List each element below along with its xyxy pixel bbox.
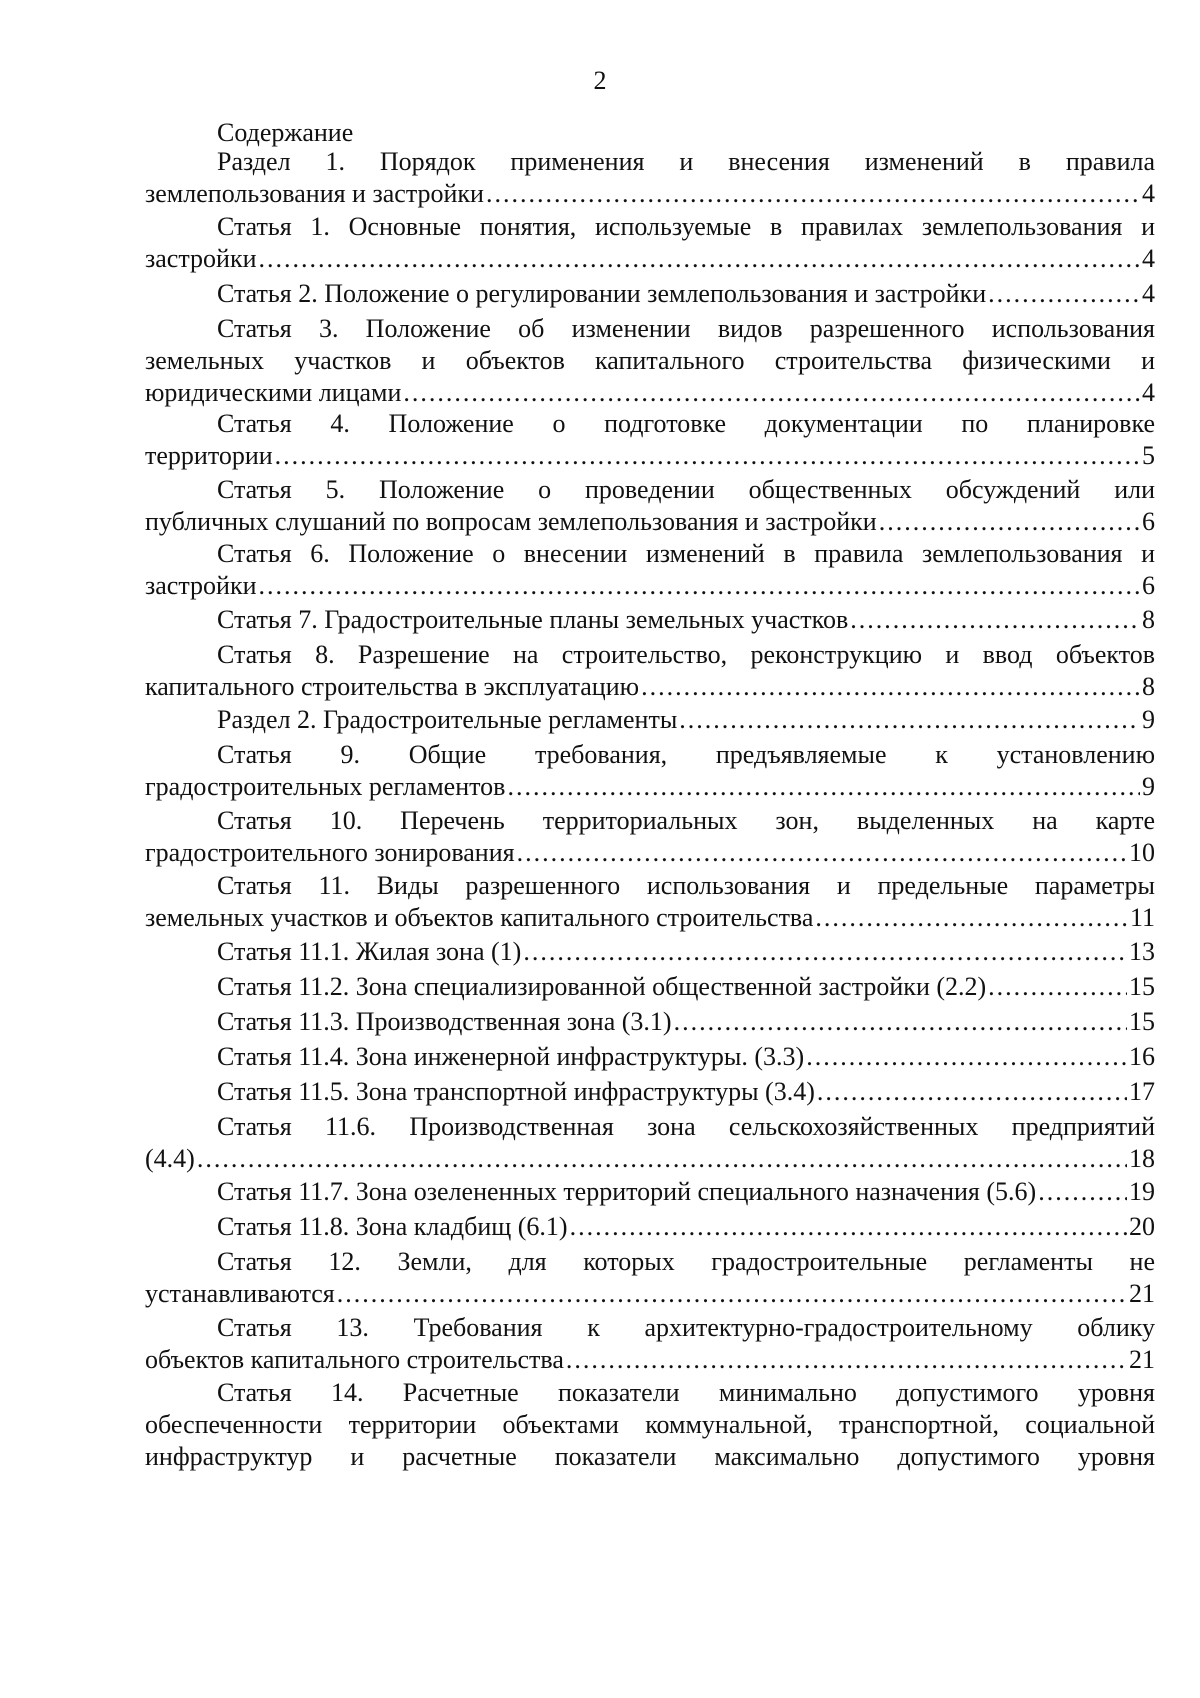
toc-entry-text: публичных слушаний по вопросам землепользования и застройки <box>145 507 877 536</box>
toc-entry[interactable] <box>145 604 1155 636</box>
toc-entry-text: Статья 11.4. Зона инженерной инфраструктуры. (3.3) <box>217 1042 805 1071</box>
toc-entry-line <box>145 604 1155 636</box>
toc-entry-line <box>145 837 1155 869</box>
toc-entry-text: Статья 11.3. Производственная зона (3.1) <box>217 1007 672 1036</box>
toc-entry-text: юридическими лицами <box>145 378 402 407</box>
toc-entry[interactable] <box>145 278 1155 310</box>
toc-entry-text: Статья 11.6. Производственная зона сельскохозяйственных предприятий <box>217 1112 1155 1141</box>
toc-entry-page-number: 21 <box>1129 1279 1155 1308</box>
dot-leader <box>403 377 1140 409</box>
toc-entry-text: (4.4) <box>145 1144 195 1173</box>
toc-entry[interactable] <box>145 870 1155 934</box>
toc-entry-line <box>145 671 1155 703</box>
toc-entry[interactable] <box>145 538 1155 602</box>
toc-entry-page-number: 9 <box>1142 772 1155 801</box>
toc-entry-text: Статья 9. Общие требования, предъявляемые к установлению <box>217 740 1155 769</box>
toc-entry[interactable] <box>145 639 1155 703</box>
toc-entry-text: Раздел 2. Градостроительные регламенты <box>217 705 678 734</box>
toc-entry-line <box>145 440 1155 472</box>
toc-entry-text: Статья 11.8. Зона кладбищ (6.1) <box>217 1212 568 1241</box>
toc-entry[interactable] <box>145 1176 1155 1208</box>
toc-entry-text: Раздел 1. Порядок применения и внесения изменений в правила <box>217 147 1155 176</box>
toc-entry-line <box>145 1211 1155 1243</box>
toc-entry-page-number: 21 <box>1129 1345 1155 1374</box>
toc-entry-text: Статья 11.2. Зона специализированной общественной застройки (2.2) <box>217 972 987 1001</box>
dot-leader <box>1038 1176 1127 1208</box>
toc-entry-text: объектов капитального строительства <box>145 1345 564 1374</box>
toc-entry-line <box>145 243 1155 275</box>
dot-leader <box>988 278 1140 310</box>
toc-entry-text: Статья 10. Перечень территориальных зон, выделенных на карте <box>217 806 1155 835</box>
toc-entry-page-number: 9 <box>1142 705 1155 734</box>
toc-entry-page-number: 8 <box>1142 672 1155 701</box>
toc-entry[interactable] <box>145 805 1155 869</box>
dot-leader <box>988 971 1127 1003</box>
dot-leader <box>679 704 1140 736</box>
toc-entry-page-number: 10 <box>1129 838 1155 867</box>
dot-leader <box>641 671 1140 703</box>
toc-entry-page-number: 17 <box>1129 1077 1155 1106</box>
toc-entry-text: Статья 13. Требования к архитектурно-градостроительному облику <box>217 1313 1155 1342</box>
toc-entry[interactable] <box>145 1076 1155 1108</box>
toc-entry[interactable] <box>145 1246 1155 1310</box>
toc-entry-line <box>145 1006 1155 1038</box>
toc-entry[interactable] <box>145 313 1155 409</box>
toc-entry-text: Статья 2. Положение о регулировании землепользования и застройки <box>217 279 987 308</box>
toc-entry[interactable] <box>145 971 1155 1003</box>
toc-entry-line <box>145 278 1155 310</box>
toc-entry-line <box>145 1041 1155 1073</box>
toc-entry-text: Статья 11. Виды разрешенного использования и предельные параметры <box>217 871 1155 900</box>
dot-leader <box>850 604 1140 636</box>
toc-entry-text: территории <box>145 441 273 470</box>
toc-entry-page-number: 4 <box>1142 378 1155 407</box>
page-number: 2 <box>593 66 607 95</box>
toc-entry-line <box>145 936 1155 968</box>
toc-entry-line <box>145 570 1155 602</box>
toc-entry-line <box>145 1143 1155 1175</box>
toc-entry-text: Статья 4. Положение о подготовке документации по планировке <box>217 409 1155 438</box>
toc-entry-page-number: 4 <box>1142 244 1155 273</box>
toc-entry-page-number: 20 <box>1129 1212 1155 1241</box>
dot-leader <box>879 506 1140 538</box>
toc-entry-text: Статья 6. Положение о внесении изменений в правила землепользования и <box>217 539 1155 568</box>
toc-entry-text: градостроительных регламентов <box>145 772 506 801</box>
toc-entry-text: застройки <box>145 571 257 600</box>
toc-entry-text: Статья 11.7. Зона озелененных территорий специального назначения (5.6) <box>217 1177 1037 1206</box>
toc-entry-text: земельных участков и объектов капитального строительства <box>145 903 814 932</box>
dot-leader <box>486 178 1140 210</box>
toc-entry-text: Статья 11.5. Зона транспортной инфраструктуры (3.4) <box>217 1077 815 1106</box>
toc-entry-text: обеспеченности территории объектами коммунальной, транспортной, социальной <box>145 1410 1155 1439</box>
toc-entry-text: инфраструктур и расчетные показатели максимально допустимого уровня <box>145 1442 1155 1471</box>
toc-entry-page-number: 15 <box>1129 972 1155 1001</box>
toc-entry-text: капитального строительства в эксплуатацию <box>145 672 640 701</box>
dot-leader <box>259 243 1141 275</box>
dot-leader <box>566 1344 1127 1376</box>
toc-entry-line <box>145 1278 1155 1310</box>
toc-entry-page-number: 11 <box>1129 903 1155 932</box>
toc-heading: Содержание <box>217 118 354 147</box>
toc-entry[interactable] <box>145 1006 1155 1038</box>
toc-entry-text: устанавливаются <box>145 1279 335 1308</box>
toc-entry-line <box>145 1176 1155 1208</box>
toc-entry[interactable] <box>145 1041 1155 1073</box>
toc-entry[interactable] <box>145 1312 1155 1376</box>
toc-entry-text: Статья 3. Положение об изменении видов разрешенного использования <box>217 314 1155 343</box>
toc-entry[interactable] <box>145 704 1155 736</box>
dot-leader <box>337 1278 1127 1310</box>
toc-entry-page-number: 15 <box>1129 1007 1155 1036</box>
dot-leader <box>570 1211 1127 1243</box>
toc-entry-line <box>145 178 1155 210</box>
toc-entry[interactable] <box>145 1111 1155 1175</box>
toc-entry[interactable] <box>145 146 1155 210</box>
toc-entry-line <box>145 771 1155 803</box>
toc-entry-line <box>145 704 1155 736</box>
toc-entry[interactable] <box>145 936 1155 968</box>
dot-leader <box>275 440 1140 472</box>
toc-entry-text: Статья 14. Расчетные показатели минимально допустимого уровня <box>217 1378 1155 1407</box>
toc-entry-page-number: 6 <box>1142 571 1155 600</box>
toc-entry-text: земельных участков и объектов капитального строительства физическими и <box>145 346 1155 375</box>
toc-entry-text: Статья 11.1. Жилая зона (1) <box>217 937 522 966</box>
toc-entry-text: Статья 7. Градостроительные планы земельных участков <box>217 605 849 634</box>
toc-entry-page-number: 18 <box>1129 1144 1155 1173</box>
toc-entry-text: Статья 5. Положение о проведении общественных обсуждений или <box>217 475 1155 504</box>
dot-leader <box>507 771 1140 803</box>
toc-entry-line <box>145 1344 1155 1376</box>
dot-leader <box>815 902 1128 934</box>
toc-entry-page-number: 6 <box>1142 507 1155 536</box>
toc-entry-text: Статья 12. Земли, для которых градостроительные регламенты не <box>217 1247 1155 1276</box>
toc-entry-text: землепользования и застройки <box>145 179 484 208</box>
toc-entry-line <box>145 506 1155 538</box>
toc-entry[interactable] <box>145 1377 1155 1473</box>
toc-entry[interactable] <box>145 211 1155 275</box>
toc-entry-text: градостроительного зонирования <box>145 838 515 867</box>
toc-entry-text: Статья 1. Основные понятия, используемые в правилах землепользования и <box>217 212 1155 241</box>
toc-entry-line <box>145 377 1155 409</box>
dot-leader <box>259 570 1141 602</box>
dot-leader <box>517 837 1127 869</box>
dot-leader <box>523 936 1127 968</box>
toc-entry-text: Статья 8. Разрешение на строительство, реконструкцию и ввод объектов <box>217 640 1155 669</box>
toc-entry-page-number: 19 <box>1129 1177 1155 1206</box>
toc-entry-page-number: 8 <box>1142 605 1155 634</box>
dot-leader <box>197 1143 1127 1175</box>
dot-leader <box>817 1076 1127 1108</box>
toc-entry[interactable] <box>145 739 1155 803</box>
toc-entry-page-number: 16 <box>1129 1042 1155 1071</box>
toc-entry-text: застройки <box>145 244 257 273</box>
toc-entry-line <box>145 902 1155 934</box>
toc-entry-page-number: 5 <box>1142 441 1155 470</box>
toc-entry-page-number: 4 <box>1142 179 1155 208</box>
toc-entry[interactable] <box>145 474 1155 538</box>
toc-entry[interactable] <box>145 1211 1155 1243</box>
toc-entry-line <box>145 1076 1155 1108</box>
toc-entry[interactable] <box>145 408 1155 472</box>
toc-entry-page-number: 4 <box>1142 279 1155 308</box>
dot-leader <box>806 1041 1127 1073</box>
toc-entry-page-number: 13 <box>1129 937 1155 966</box>
dot-leader <box>674 1006 1127 1038</box>
toc-entry-line <box>145 971 1155 1003</box>
